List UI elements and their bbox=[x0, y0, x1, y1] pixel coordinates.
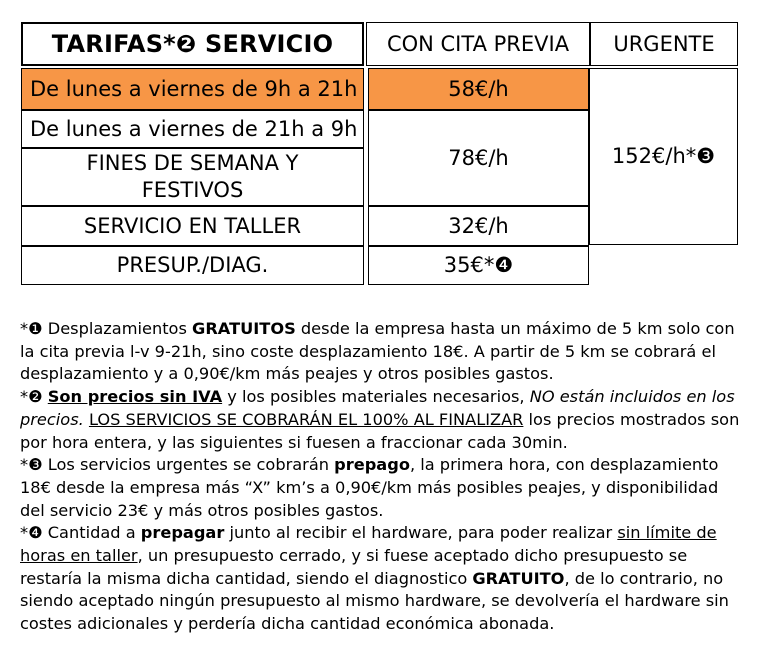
price-weekday-day: 58€/h bbox=[368, 68, 589, 110]
row-label-weekends: FINES DE SEMANA Y FESTIVOS bbox=[21, 148, 364, 206]
footnote-4: *❹ Cantidad a prepagar junto al recibir el hardware, para poder realizar sin límite de horas en taller, un presupuesto cerrado, y si fuese aceptado dicho presupuesto se restaría la misma dicha cantidad, siendo el diagnostico GRATUITO, de lo contrario, no siendo aceptado ningún presupuesto al mismo hardware, se devolvería el hardware sin costes adicionales y perdería dicha cantidad económica abonada. bbox=[20, 523, 729, 634]
footnotes bbox=[20, 318, 740, 636]
header-urgente: URGENTE bbox=[590, 22, 738, 66]
price-taller: 32€/h bbox=[368, 206, 589, 246]
table-title: TARIFAS*❷ SERVICIO bbox=[21, 22, 364, 66]
price-night-weekends: 78€/h bbox=[368, 110, 589, 206]
footnote-2: *❷ Son precios sin IVA y los posibles materiales necesarios, NO están incluidos en los precios. LOS SERVICIOS SE COBRARÁN EL 100% AL FINALIZAR los precios mostrados son por hora entera, y las siguientes si fuesen a fraccionar cada 30min. bbox=[20, 387, 740, 452]
footnote-3: *❸ Los servicios urgentes se cobrarán prepago, la primera hora, con desplazamiento 18€ desde la empresa más “X” km’s a 0,90€/km más posibles peajes, y disponibilidad del servicio 23€ y más otros posibles gastos. bbox=[20, 455, 719, 520]
row-label-taller: SERVICIO EN TALLER bbox=[21, 206, 364, 246]
row-label-weekday-day: De lunes a viernes de 9h a 21h bbox=[21, 68, 364, 110]
row-label-presup-diag: PRESUP./DIAG. bbox=[21, 246, 364, 285]
row-label-weekday-night: De lunes a viernes de 21h a 9h bbox=[21, 110, 364, 148]
price-urgente: 152€/h*❸ bbox=[589, 68, 738, 245]
header-con-cita-previa: CON CITA PREVIA bbox=[366, 22, 590, 66]
price-presup-diag: 35€*❹ bbox=[368, 246, 589, 285]
footnote-1: *❶ Desplazamientos GRATUITOS desde la empresa hasta un máximo de 5 km solo con la cita previa l-v 9-21h, sino coste desplazamiento 18€. A partir de 5 km se cobrará el desplazamiento y a 0,90€/km más peajes y otros posibles gastos. bbox=[20, 319, 735, 384]
